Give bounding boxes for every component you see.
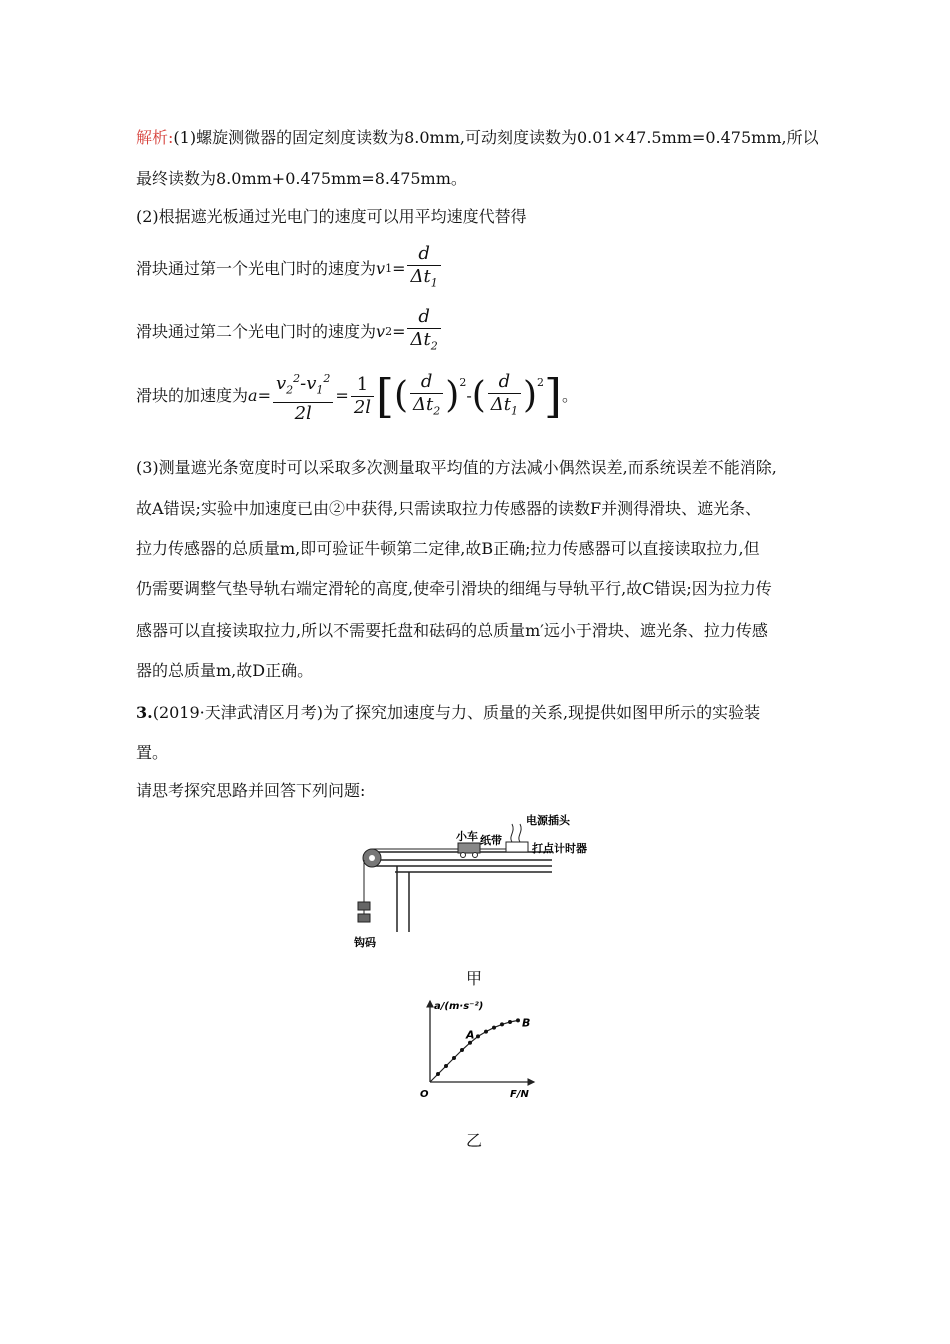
para3-line-5: 感器可以直接读取拉力,所以不需要托盘和砝码的总质量m′远小于滑块、遮光条、拉力传感 (136, 621, 768, 640)
label-power: 电源插头 (526, 814, 570, 827)
a-fraction-1 (273, 368, 333, 425)
para3-line-3: 拉力传感器的总质量m,即可验证牛顿第二定律,故B正确;拉力传感器可以直接读取拉力,但 (136, 539, 760, 558)
x-axis-label: F/N (510, 1089, 529, 1100)
data-point (460, 1048, 464, 1052)
point-b-label: B (522, 1016, 531, 1030)
data-point (500, 1022, 504, 1026)
analysis-text-1: (1)螺旋测微器的固定刻度读数为8.0mm,可动刻度读数为0.01×47.5mm=0.475mm,所以 (173, 128, 819, 147)
data-point (516, 1018, 520, 1022)
figure-graph (410, 995, 540, 1105)
right-bracket: ] (544, 369, 562, 424)
v1-text: 滑块通过第一个光电门时的速度为 (136, 258, 377, 278)
d-over-dt2: $\frac{d}{\Delta t_2}$ (410, 371, 443, 423)
origin-label: O (420, 1089, 429, 1100)
para2-intro: (2)根据遮光板通过光电门的速度可以用平均速度代替得 (136, 207, 527, 226)
y-axis-label: a/(m·s⁻²) (434, 1001, 484, 1012)
data-point (476, 1034, 480, 1038)
question-text: (2019·天津武清区月考)为了探究加速度与力、质量的关系,现提供如图甲所示的实验装 (152, 703, 761, 722)
v1-sub: 1 (385, 261, 393, 275)
v1-eq: = (392, 258, 406, 278)
analysis-line-1 (136, 127, 819, 149)
v2-fraction (407, 306, 440, 358)
para3-line-4: 仍需要调整气垫导轨右端定滑轮的高度,使牵引滑块的细绳与导轨平行,故C错误;因为拉力传 (136, 579, 772, 598)
data-point (492, 1026, 496, 1030)
timer-icon (506, 842, 528, 852)
para3-line-1: (3)测量遮光条宽度时可以采取多次测量取平均值的方法减小偶然误差,而系统误差不能消除, (136, 458, 777, 477)
v2-den: $\Delta t_2$ (410, 329, 438, 353)
v2-eq: = (392, 321, 406, 341)
a-frac1-den: 2l (294, 402, 312, 424)
data-point (444, 1064, 448, 1068)
v2-sub: 2 (385, 324, 393, 338)
v1-den: $\Delta t_1$ (410, 266, 438, 290)
question-number: 3. (136, 703, 153, 722)
v1-var: v (376, 258, 386, 278)
v2-num: d (407, 306, 440, 329)
label-car: 小车 (456, 830, 478, 843)
a-frac1-num: $v_2^2-v_1^2$ (273, 368, 333, 403)
label-weight: 钩码 (354, 936, 376, 949)
a-text: 滑块的加速度为 (136, 386, 249, 406)
a-equation: 滑块的加速度为 a = $\frac{v_2^2-v_1^2}{2l}$ = $\frac{1}{2l}$ [ ( $\frac{d}{\Delta t_2}$ ) $^2$ - ( $\frac{d}{\Delta t_1}$ ) $^2$ ] 。 (136, 369, 579, 424)
v1-num: d (407, 243, 440, 266)
a-var: a (248, 386, 258, 406)
label-timer: 打点计时器 (532, 842, 587, 855)
data-point (508, 1020, 512, 1024)
d-over-dt1: $\frac{d}{\Delta t_1}$ (488, 371, 521, 423)
point-a-label: A (466, 1028, 475, 1042)
question-3-line-1 (136, 702, 760, 724)
figure-apparatus (340, 810, 610, 955)
v2-text: 滑块通过第二个光电门时的速度为 (136, 321, 377, 341)
analysis-label: 解析: (136, 128, 174, 147)
cart-icon (458, 843, 480, 853)
v1-fraction (407, 243, 440, 295)
v2-equation (136, 306, 443, 358)
caption-yi: 乙 (466, 1131, 483, 1150)
left-bracket: [ (376, 369, 394, 424)
question-3-line-2: 置。 (136, 743, 169, 762)
para3-line-2: 故A错误;实验中加速度已由②中获得,只需读取拉力传感器的读数F并测得滑块、遮光条、 (136, 499, 762, 518)
analysis-line-2: 最终读数为8.0mm+0.475mm=8.475mm。 (136, 169, 467, 188)
v2-var: v (376, 321, 386, 341)
data-point (452, 1056, 456, 1060)
label-tape: 纸带 (480, 834, 502, 847)
v1-equation (136, 243, 443, 295)
hook-weight-icon (358, 902, 370, 910)
data-point (484, 1030, 488, 1034)
data-point (436, 1072, 440, 1076)
question-3-line-3: 请思考探究思路并回答下列问题: (136, 781, 366, 800)
caption-jia: 甲 (466, 969, 483, 988)
a-fraction-2: $\frac{1}{2l}$ (351, 374, 374, 419)
para3-line-6: 器的总质量m,故D正确。 (136, 661, 314, 680)
